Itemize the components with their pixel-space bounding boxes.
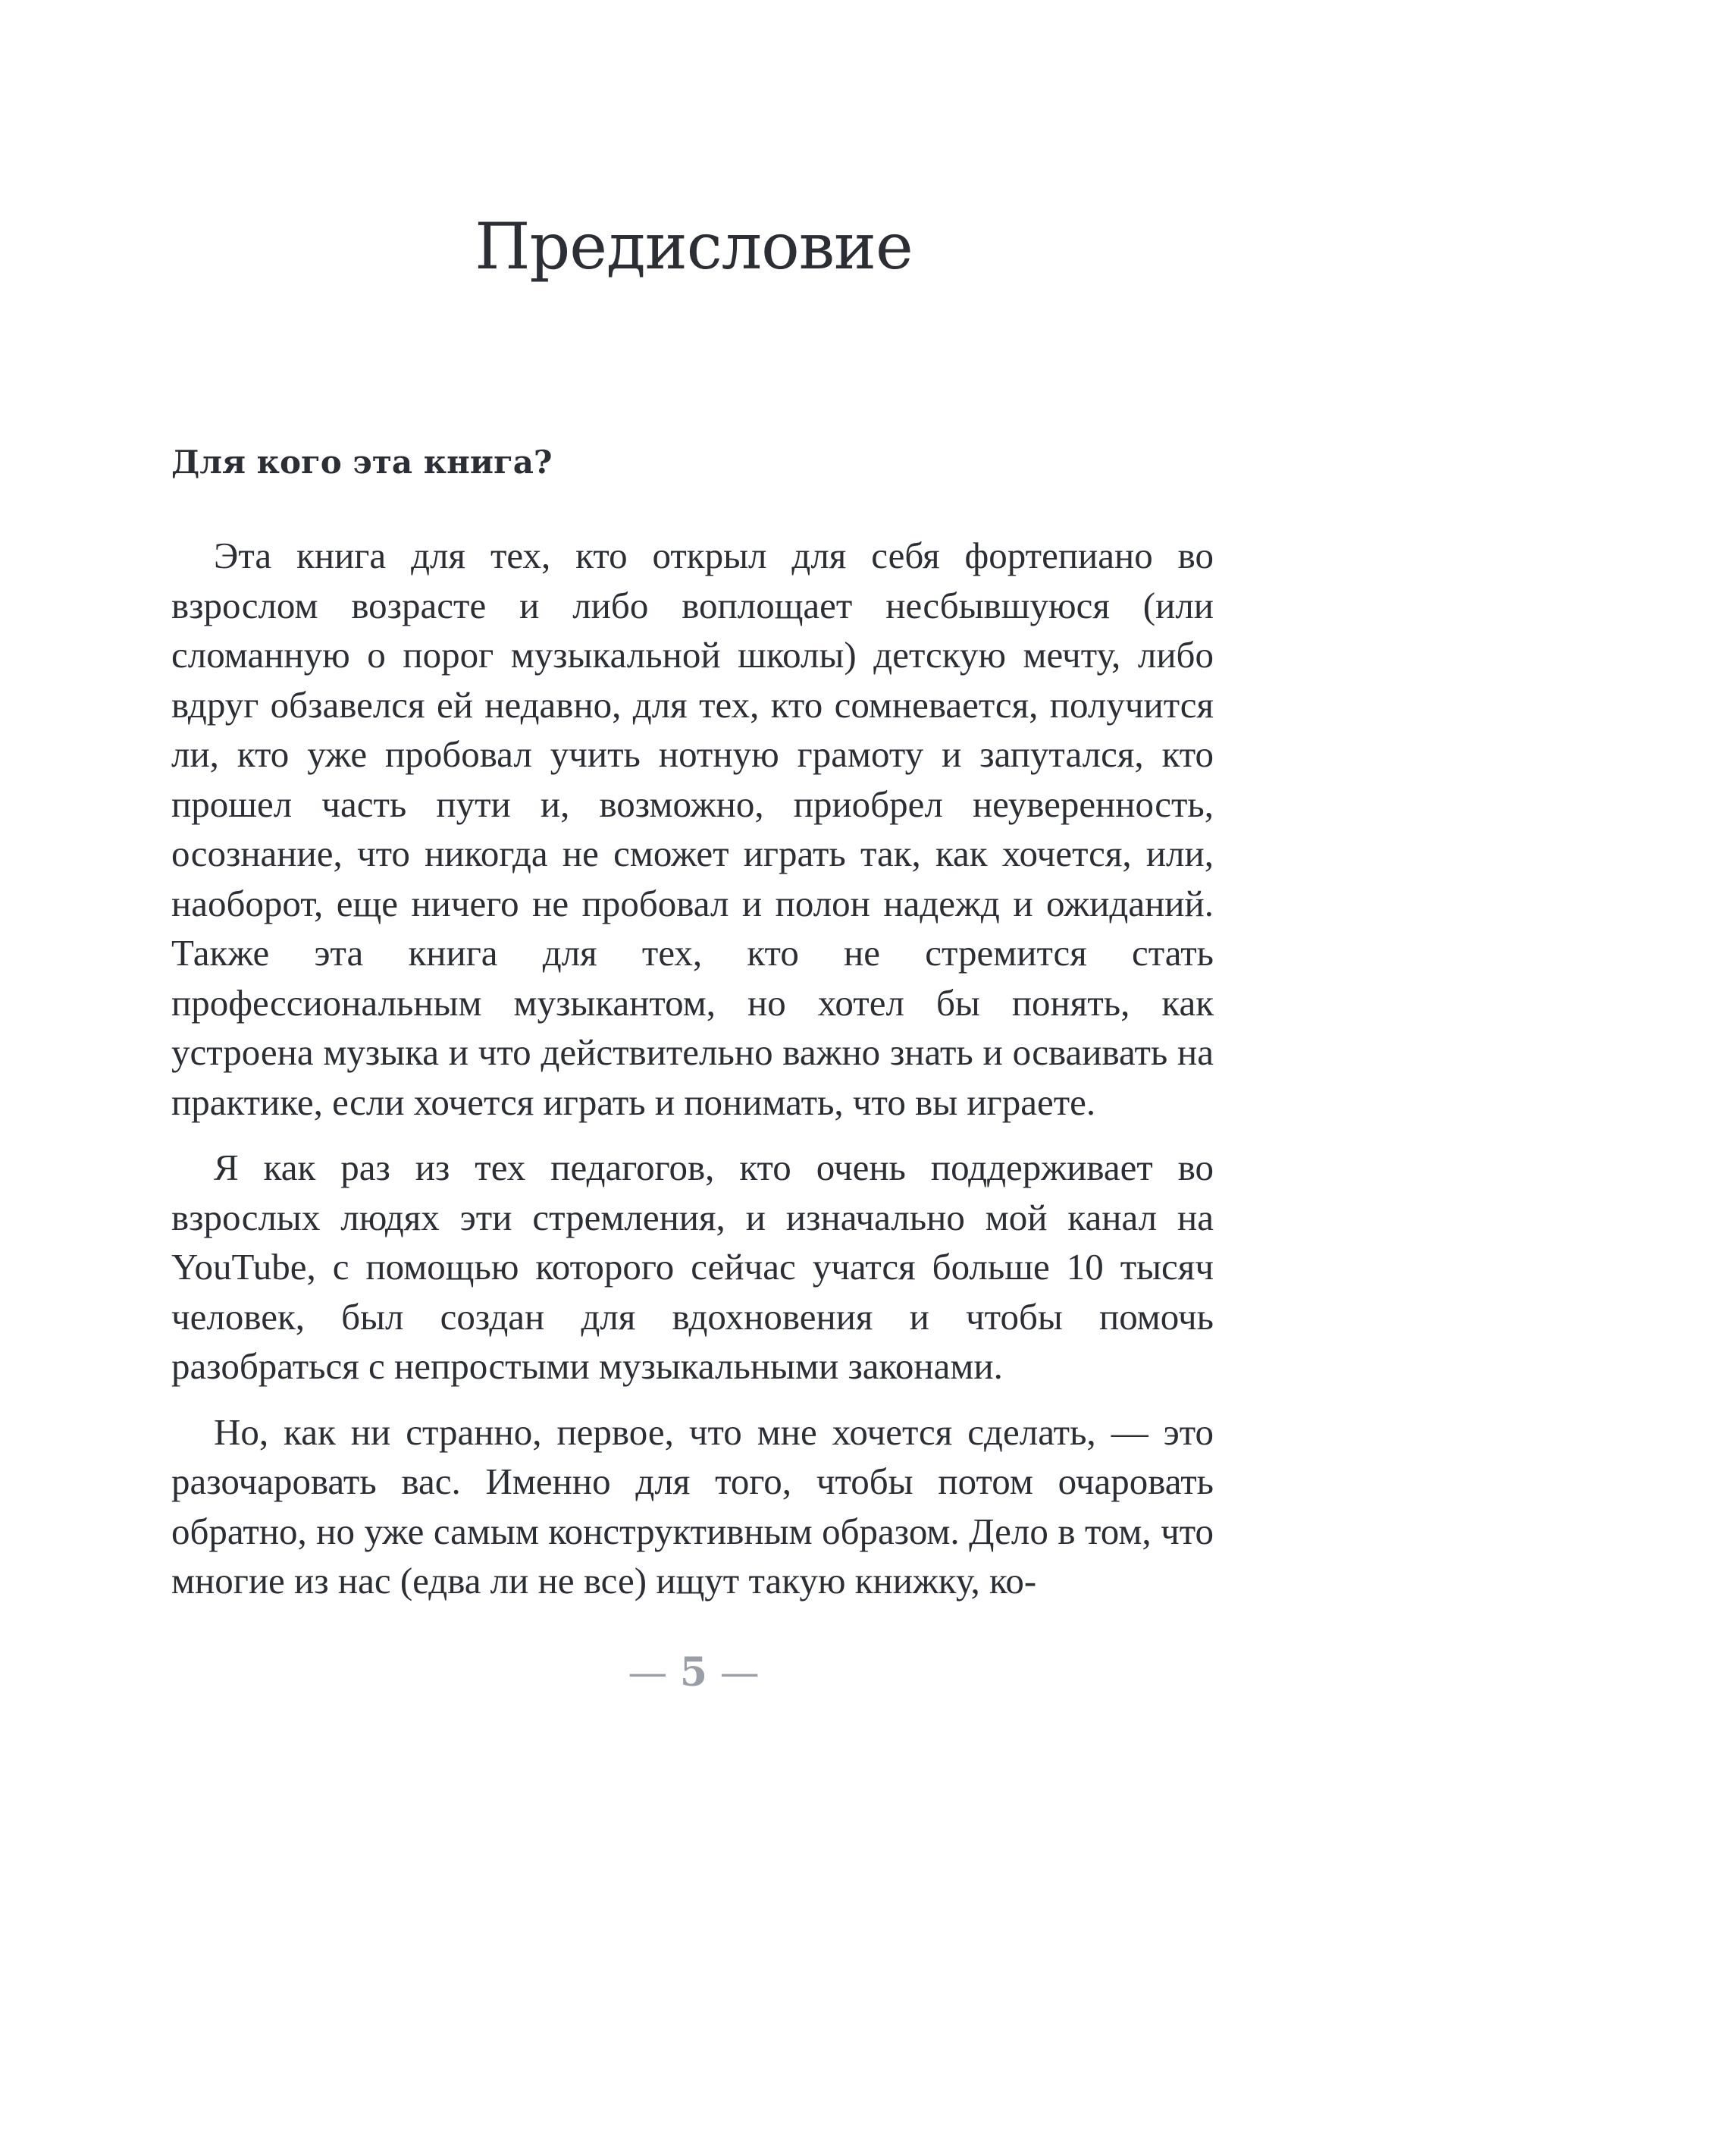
folio-dash-right: — (719, 1650, 760, 1696)
paragraph-1: Эта книга для тех, кто открыл для себя фортепиано во взрослом возрасте и либо воплощает несбывшуюся (или сломанную о порог музыкальной школы) детскую мечту, либо вдруг обзавелся ей недавно, для тех, кто сомневается, получится ли, кто уже пробовал учить нотную грамоту и запутался, кто прошел часть пути и, возможно, приобрел неуверенность, осознание, что никогда не сможет играть так, как хочется, или, наоборот, еще ничего не пробовал и полон надежд и ожиданий. Также эта книга для тех, кто не стремится стать профессиональным музыкантом, но хотел бы понять, как устроена музыка и что действительно важно знать и осваивать на практике, если хочется играть и понимать, что вы играете. (171, 535, 1214, 1123)
paragraph-3: Но, как ни странно, первое, что мне хочется сделать, — это разочаровать вас. Именно для того, чтобы потом очаровать обратно, но уже самым конструктивным образом. Дело в том, что многие из нас (едва ли не все) ищут такую книжку, ко- (171, 1410, 1214, 1602)
section-heading: Для кого эта книга? (171, 444, 553, 481)
chapter-title: Предисловие (475, 209, 913, 284)
body-text (171, 531, 1214, 1622)
page-number: 5 (679, 1649, 708, 1696)
page-number-footer (0, 1649, 1387, 1696)
folio-dash-left: — (628, 1650, 668, 1696)
paragraph-2: Я как раз из тех педагогов, кто очень поддерживает во взрослых людях эти стремления, и изначально мой канал на YouTube, с помощью которого сейчас учатся больше 10 тысяч человек, был создан для вдохновения и чтобы помочь разобраться с непростыми музыкальными законами. (171, 1147, 1214, 1387)
